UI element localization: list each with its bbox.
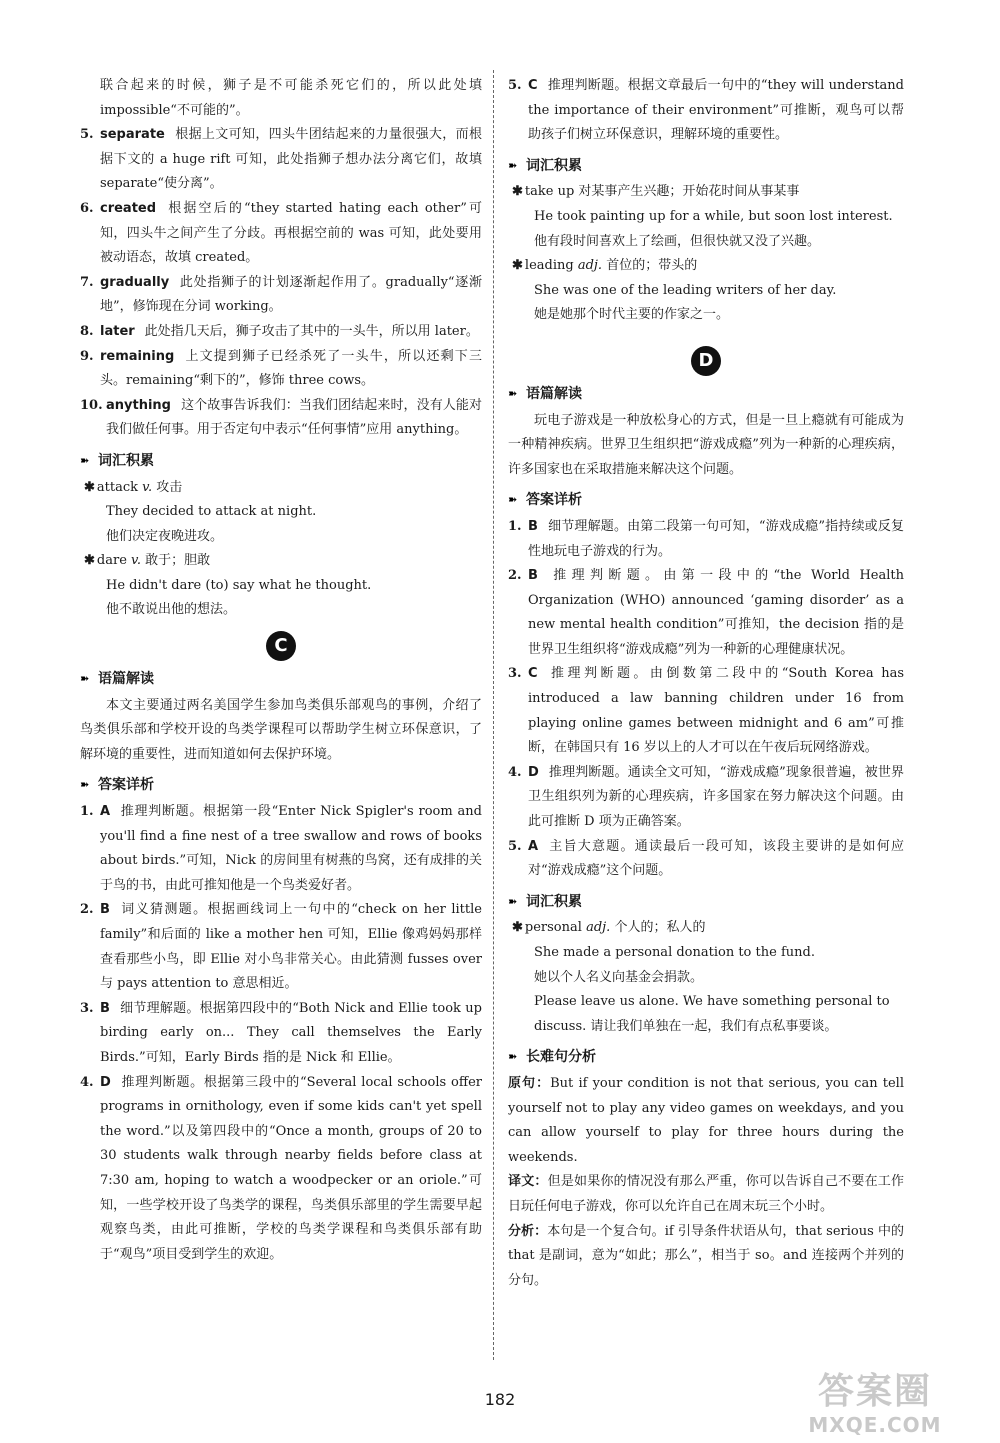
vocab-meaning: 敢于；胆敢 (145, 553, 211, 569)
page-number: 182 (484, 1390, 516, 1409)
answer-key: B (528, 518, 538, 534)
vocab-entry (84, 476, 482, 550)
answer-explanation: 主旨大意题。通读最后一段可知，该段主要讲的是如何应对“游戏成瘾”这个问题。 (528, 838, 904, 879)
answer-explanation: 这个故事告诉我们：当我们团结起来时，没有人能对我们做任何事。用于否定句中表示“任何事情”应用 anything。 (106, 397, 482, 438)
answer-explanation: 此处指几天后，狮子攻击了其中的一头牛，所以用 later。 (144, 323, 479, 339)
answer-key: later (100, 323, 135, 339)
vocab-example: 她以个人名义向基金会捐款。 (534, 969, 704, 985)
arrow-icon: ➽ (80, 778, 90, 792)
answer-key: gradually (100, 274, 170, 290)
answer-explanation: 细节理解题。根据第四段中的“Both Nick and Ellie took up birding early on... They call themselves the Early Birds.”可知，Early Birds 指的是 Nick 和 Ellie。 (100, 1000, 482, 1065)
answer-key: B (100, 1000, 110, 1016)
vocab-pos: adj. (577, 258, 603, 274)
answer-key: A (528, 838, 539, 854)
right-column (508, 74, 904, 1293)
answer-item: 4. D 推理判断题。通读全文可知，“游戏成瘾”现象很普遍，被世界卫生组织列为新的心理疾病，许多国家在努力解决这个问题。由此可推断 D 项为正确答案。 (508, 764, 904, 830)
column-divider (493, 70, 494, 1360)
answer-item: 3. B 细节理解题。根据第四段中的“Both Nick and Ellie took up birding early on... They call themselves the Early Birds.”可知，Early Birds 指的是 Nick 和 Ellie。 (80, 1000, 482, 1065)
vocab-pos: adj. (586, 920, 611, 936)
answers-heading: ➽ 答案详析 (80, 773, 482, 798)
vocab-pos: v. (142, 479, 153, 495)
arrow-icon: ➽ (508, 493, 518, 507)
vocab-entry (84, 549, 482, 623)
item-number: 7. (80, 274, 94, 290)
arrow-icon: ➽ (508, 894, 518, 908)
left-column (80, 74, 482, 1267)
vocab-heading: ➽ 词汇积累 (508, 154, 904, 179)
vocab-example: They decided to attack at night. (106, 504, 317, 520)
section-c-logo: C (80, 631, 482, 661)
arrow-icon: ➽ (508, 386, 518, 400)
answer-item (80, 345, 482, 394)
vocab-pos: v. (131, 553, 141, 569)
item-number: 8. (80, 323, 94, 339)
vocab-word: attack (96, 479, 139, 495)
answer-key: C (528, 78, 538, 93)
answer-explanation: 推理判断题。根据第三段中的“Several local schools offer programs in ornithology, even if some kids can't yet spell the word.”以及第四段中的“Once a month, groups of 20 to 30 students walk through nearby fields before class at 7:30 am, hoping to watch a woodpecker or an oriole.”可知，一些学校开设了鸟类学的课程，鸟类俱乐部里的学生需要早起观察鸟类，由此可推断，学校的鸟类学课程和鸟类俱乐部有助于“观鸟”项目受到学生的欢迎。 (100, 1074, 482, 1262)
vocab-example: He took painting up for a while, but soon lost interest. (534, 208, 893, 224)
answer-item (80, 271, 482, 320)
answer-key: created (100, 200, 157, 216)
long-sentence-heading: ➽ 长难句分析 (508, 1045, 904, 1070)
vocab-heading: ➽ 词汇积累 (80, 449, 482, 474)
answer-explanation: 根据空后的“they started hating each other”可知，四头牛之间产生了分歧。再根据空前的 was 可知，此处要用被动语态，故填 created。 (100, 200, 482, 266)
answer-explanation: 词义猜测题。根据画线词上一句中的“check on her little family”和后面的 like a mother hen 可知，Ellie 像鸡妈妈那样查看那些小鸟，即 Ellie 对小鸟非常关心。由此猜测 fusses over 与 pays attention to 意思相近。 (100, 902, 482, 992)
reading-heading: ➽ 语篇解读 (508, 382, 904, 407)
vocab-example: Please leave us alone. We have something personal to discuss. 请让我们单独在一起，我们有点私事要谈。 (534, 994, 890, 1034)
answer-explanation: 细节理解题。由第二段第一句可知，“游戏成瘾”指持续或反复性地玩电子游戏的行为。 (528, 518, 904, 559)
section-d-logo: D (508, 346, 904, 376)
arrow-icon: ➽ (508, 1050, 518, 1064)
answer-item (80, 394, 482, 443)
answer-key: anything (106, 397, 171, 413)
answer-explanation: 推理判断题。由倒数第二段中的“South Korea has introduced a law banning children under 16 from playing online games between midnight and 6 am”可推断，在韩国只有 16 岁以上的人才可以在午夜后玩网络游戏。 (528, 666, 904, 756)
vocab-entry (512, 254, 904, 328)
translation: 译文：但是如果你的情况没有那么严重，你可以告诉自己不要在工作日玩任何电子游戏，你可以允许自己在周末玩三个小时。 (508, 1174, 904, 1214)
answer-explanation: 推理判断题。根据第一段“Enter Nick Spigler's room and you'll find a fine nest of a tree swallow and rows of books about birds.”可知，Nick 的房间里有树燕的鸟窝，还有成排的关于鸟的书，由此可推知他是一个鸟类爱好者。 (100, 804, 482, 893)
reading-heading: ➽ 语篇解读 (80, 667, 482, 692)
vocab-meaning: 首位的；带头的 (606, 258, 698, 274)
answer-key: C (528, 666, 538, 682)
vocab-meaning: 对某事产生兴趣；开始花时间从事某事 (578, 184, 800, 200)
arrow-icon: ➽ (80, 672, 90, 686)
reading-summary: 玩电子游戏是一种放松身心的方式，但是一旦上瘾就有可能成为一种精神疾病。世界卫生组织把“游戏成瘾”列为一种新的心理疾病，许多国家也在采取措施来解决这个问题。 (508, 412, 904, 477)
vocab-example: She made a personal donation to the fund. (534, 945, 815, 960)
vocab-heading: ➽ 词汇积累 (508, 890, 904, 915)
star-icon: ✱ (512, 258, 523, 274)
item-number: 5. (80, 127, 94, 143)
answer-key: D (100, 1074, 111, 1090)
original-sentence: 原句：But if your condition is not that serious, you can tell yourself not to play any video games on weekdays, and you can allow yourself to play for three hours during the weekends. (508, 1075, 904, 1165)
answers-heading: ➽ 答案详析 (508, 488, 904, 513)
arrow-icon: ➽ (508, 158, 518, 172)
item-number: 9. (80, 348, 94, 364)
answer-explanation: 上文提到狮子已经杀死了一头牛，所以还剩下三头。remaining“剩下的”，修饰 three cows。 (100, 348, 482, 389)
answer-item: 1. A 推理判断题。根据第一段“Enter Nick Spigler's room and you'll find a fine nest of a tree swallow and rows of books about birds.”可知，Nick 的房间里有树燕的鸟窝，还有成排的关于鸟的书，由此可推知他是一个鸟类爱好者。 (80, 804, 482, 893)
answer-key: remaining (100, 348, 175, 364)
answer-key: B (100, 902, 110, 918)
vocab-word: take up (524, 184, 575, 200)
watermark-logo: 答案圈 MXQE.COM (808, 1371, 942, 1437)
answer-item: 5. A 主旨大意题。通读最后一段可知，该段主要讲的是如何应对“游戏成瘾”这个问题。 (508, 838, 904, 879)
star-icon: ✱ (512, 184, 523, 200)
vocab-example: He didn't dare (to) say what he thought. (106, 577, 372, 593)
answer-explanation: 推理判断题。根据文章最后一句中的“they will understand the importance of their environment”可推断，观鸟可以帮助孩子们树立环保意识，理解环境的重要性。 (528, 78, 904, 143)
vocab-example: She was one of the leading writers of her day. (534, 282, 837, 298)
answer-key: D (528, 764, 539, 780)
answer-explanation: 此处指狮子的计划逐渐起作用了。gradually“逐渐地”，修饰现在分词 working。 (100, 274, 482, 315)
star-icon: ✱ (512, 920, 523, 936)
answer-explanation: 推理判断题。由第一段中的“the World Health Organization (WHO) announced ‘gaming disorder’ as a new mental health condition”可推知，the decision 指的是世界卫生组织将“游戏成瘾”列为一种新的心理健康状况。 (528, 568, 904, 657)
vocab-example: 他们决定夜晚进攻。 (106, 528, 224, 544)
answer-item: 2. B 推理判断题。由第一段中的“the World Health Organization (WHO) announced ‘gaming disorder’ as a new mental health condition”可推知，the decision 指的是世界卫生组织将“游戏成瘾”列为一种新的心理健康状况。 (508, 568, 904, 657)
answer-key: A (100, 804, 111, 820)
vocab-entry (512, 180, 904, 254)
vocab-example: 他不敢说出他的想法。 (106, 602, 237, 618)
star-icon: ✱ (84, 479, 95, 495)
answer-item: 1. B 细节理解题。由第二段第一句可知，“游戏成瘾”指持续或反复性地玩电子游戏的行为。 (508, 518, 904, 559)
vocab-example: 她是她那个时代主要的作家之一。 (534, 307, 730, 323)
vocab-entry (512, 916, 904, 1039)
answer-key: separate (100, 127, 165, 143)
item-number: 10. (80, 397, 103, 413)
star-icon: ✱ (84, 553, 95, 569)
reading-summary: 本文主要通过两名美国学生参加鸟类俱乐部观鸟的事例，介绍了鸟类俱乐部和学校开设的鸟类学课程可以帮助学生树立环保意识，了解环境的重要性，进而知道如何去保护环境。 (80, 697, 482, 762)
analysis: 分析：本句是一个复合句。if 引导条件状语从句，that serious 中的 that 是副词，意为“如此；那么”，相当于 so。and 连接两个并列的分句。 (508, 1223, 904, 1288)
answer-item: 5. C 推理判断题。根据文章最后一句中的“they will understand the importance of their environment”可推断，观鸟可以帮助孩子们树立环保意识，理解环境的重要性。 (508, 78, 904, 143)
answer-key: B (528, 568, 538, 584)
vocab-word: dare (96, 553, 127, 569)
answer-item (80, 320, 482, 345)
answer-item (80, 123, 482, 197)
answer-explanation: 推理判断题。通读全文可知，“游戏成瘾”现象很普遍，被世界卫生组织列为新的心理疾病，许多国家在努力解决这个问题。由此可推断 D 项为正确答案。 (528, 764, 904, 830)
answer-item: 3. C 推理判断题。由倒数第二段中的“South Korea has introduced a law banning children under 16 from playing online games between midnight and 6 am”可推断，在韩国只有 16 岁以上的人才可以在午夜后玩网络游戏。 (508, 666, 904, 756)
arrow-icon: ➽ (80, 453, 90, 467)
vocab-meaning: 攻击 (156, 479, 183, 495)
continuation-text: 联合起来的时候，狮子是不可能杀死它们的，所以此处填impossible“不可能的”。 (100, 78, 482, 118)
answer-item: 2. B 词义猜测题。根据画线词上一句中的“check on her little family”和后面的 like a mother hen 可知，Ellie 像鸡妈妈那样查看那些小鸟，即 Ellie 对小鸟非常关心。由此猜测 fusses over 与 pays attention to 意思相近。 (80, 902, 482, 992)
vocab-meaning: 个人的；私人的 (614, 920, 706, 936)
answer-item (80, 197, 482, 271)
answer-explanation: 根据上文可知，四头牛团结起来的力量很强大，而根据下文的 a huge rift 可知，此处指狮子想办法分离它们，故填 separate“使分离”。 (100, 127, 482, 192)
answer-item: 4. D 推理判断题。根据第三段中的“Several local schools offer programs in ornithology, even if some kids can't yet spell the word.”以及第四段中的“Once a month, groups of 20 to 30 students walk through nearby fields before class at 7:30 am, hoping to watch a woodpecker or an oriole.”可知，一些学校开设了鸟类学的课程，鸟类俱乐部里的学生需要早起观察鸟类，由此可推断，学校的鸟类学课程和鸟类俱乐部有助于“观鸟”项目受到学生的欢迎。 (80, 1074, 482, 1262)
vocab-word: leading (524, 258, 574, 274)
vocab-example: 他有段时间喜欢上了绘画，但很快就又没了兴趣。 (534, 233, 821, 249)
item-number: 6. (80, 200, 94, 216)
vocab-word: personal (524, 920, 582, 936)
